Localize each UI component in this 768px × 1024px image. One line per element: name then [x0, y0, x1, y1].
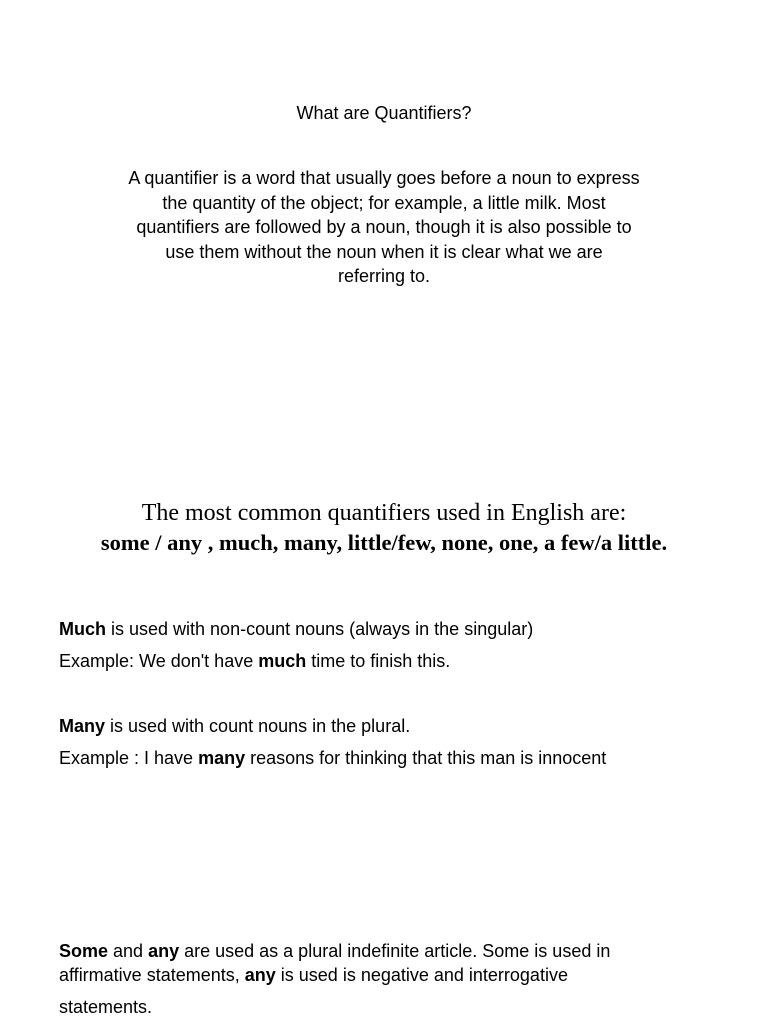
much-rule [59, 617, 739, 641]
many-rule-text: is used with count nouns in the plural. [105, 716, 411, 736]
some-any-line-2-pre: affirmative statements, [59, 965, 245, 985]
common-quantifiers-list: some / any , much, many, little/few, none, one, a few/a little. [100, 530, 668, 555]
some-any-line-1 [59, 939, 739, 963]
and-text: and [108, 941, 149, 961]
many-example-pre: Example : I have [59, 748, 199, 768]
intro-line: the quantity of the object; for example, a little milk. Most [162, 192, 606, 213]
any-term: any [148, 941, 180, 961]
some-any-line-1-text: are used as a plural indefinite article. Some is used in [179, 941, 611, 961]
some-any-line-2 [59, 963, 739, 987]
intro-line: use them without the noun when it is clear what we are [165, 241, 603, 262]
much-rule-text: is used with non-count nouns (always in the singular) [106, 619, 534, 639]
many-term: Many [59, 716, 106, 736]
intro-line: referring to. [337, 266, 431, 286]
much-example-pre: Example: We don't have [59, 651, 259, 671]
much-example [59, 649, 739, 673]
some-term: Some [59, 941, 109, 961]
much-example-bold: much [258, 651, 307, 671]
intro-line: quantifiers are followed by a noun, though it is also possible to [136, 217, 632, 237]
some-any-line-3: statements. [59, 997, 153, 1017]
much-term: Much [59, 619, 106, 639]
many-rule [59, 714, 739, 738]
much-example-post: time to finish this. [306, 651, 451, 671]
page-title: What are Quantifiers? [296, 103, 472, 123]
some-any-line-2-post: is used is negative and interrogative [275, 965, 568, 985]
many-example-post: reasons for thinking that this man is innocent [245, 748, 607, 768]
any-term-bold: any [244, 965, 276, 985]
common-quantifiers-heading: The most common quantifiers used in English are: [141, 500, 627, 526]
many-example [59, 746, 739, 770]
intro-line: A quantifier is a word that usually goes before a noun to express [128, 168, 640, 188]
many-example-bold: many [198, 748, 246, 768]
intro-paragraph [84, 166, 684, 289]
